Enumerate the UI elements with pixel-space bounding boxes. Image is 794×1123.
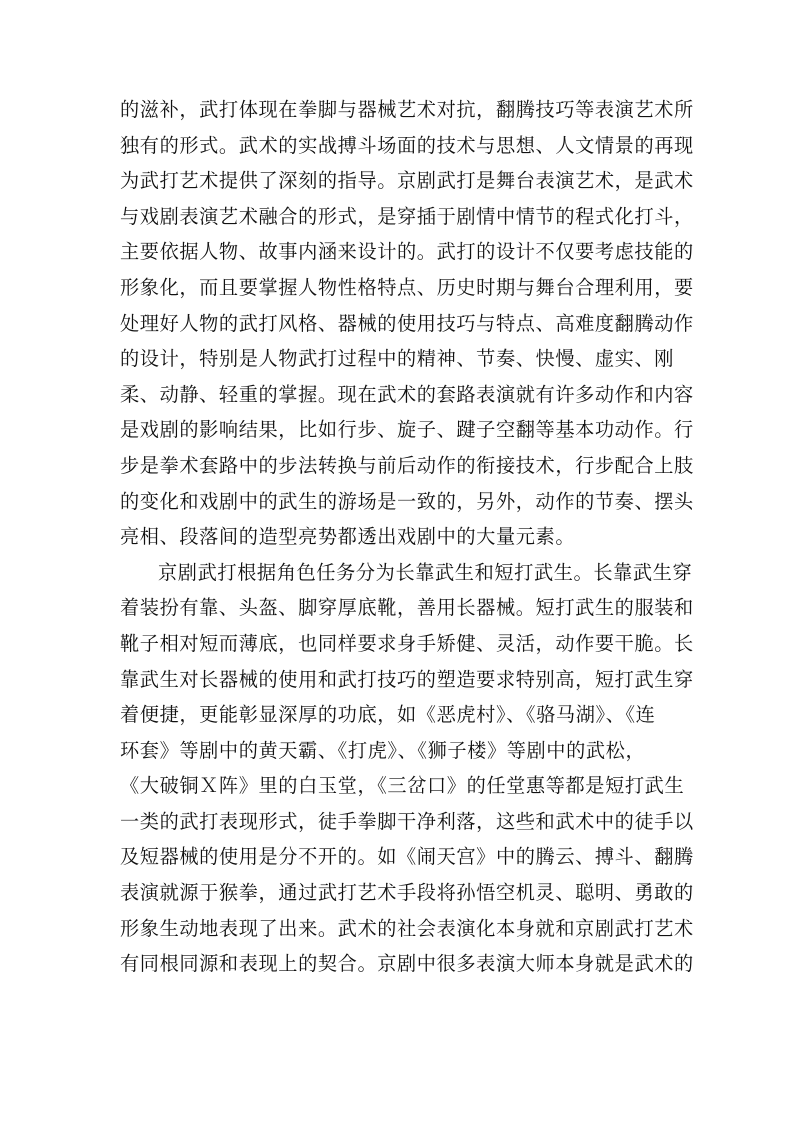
paragraph-start-line: 京剧武打根据角色任务分为长靠武生和短打武生。长靠武生穿 xyxy=(158,560,693,584)
text-line: 形象生动地表现了出来。武术的社会表演化本身就和京剧武打艺术 xyxy=(120,916,694,940)
text-line: 环套》等剧中的黄天霸、《打虎》、《狮子楼》等剧中的武松， xyxy=(120,738,646,762)
body-text xyxy=(120,92,694,982)
text-line: 为武打艺术提供了深刻的指导。京剧武打是舞台表演艺术，是武术 xyxy=(120,169,694,193)
text-line: 是戏剧的影响结果，比如行步、旋子、踺子空翻等基本功动作。行 xyxy=(120,418,694,442)
text-line: 有同根同源和表现上的契合。京剧中很多表演大师本身就是武术的 xyxy=(120,952,694,976)
text-line: 着装扮有靠、头盔、脚穿厚底靴，善用长器械。短打武生的服装和 xyxy=(120,596,694,620)
text-line: 靴子相对短而薄底，也同样要求身手矫健、灵活，动作要干脆。长 xyxy=(120,631,694,655)
text-line: 与戏剧表演艺术融合的形式，是穿插于剧情中情节的程式化打斗， xyxy=(120,204,694,228)
text-line: 步是拳术套路中的步法转换与前后动作的衔接技术，行步配合上肢 xyxy=(120,453,694,477)
text-line: 的滋补，武打体现在拳脚与器械艺术对抗，翻腾技巧等表演艺术所 xyxy=(120,98,694,121)
text-line: 着便捷，更能彰显深厚的功底，如《恶虎村》、《骆马湖》、《连 xyxy=(120,703,656,727)
text-line: 《大破铜Ｘ阵》里的白玉堂，《三岔口》的任堂惠等都是短打武生 xyxy=(120,774,685,798)
text-line: 柔、动静、轻重的掌握。现在武术的套路表演就有许多动作和内容 xyxy=(120,382,694,406)
text-line: 靠武生对长器械的使用和武打技巧的塑造要求特别高，短打武生穿 xyxy=(120,667,694,691)
text-line: 亮相、段落间的造型亮势都透出戏剧中的大量元素。 xyxy=(120,525,576,549)
text-line: 及短器械的使用是分不开的。如《闹天宫》中的腾云、搏斗、翻腾 xyxy=(120,845,694,869)
text-line: 的设计，特别是人物武打过程中的精神、节奏、快慢、虚实、刚 xyxy=(120,347,675,371)
text-line: 处理好人物的武打风格、器械的使用技巧与特点、高难度翻腾动作 xyxy=(120,311,694,335)
text-line: 一类的武打表现形式，徒手拳脚干净利落，这些和武术中的徒手以 xyxy=(120,809,694,833)
text-line: 形象化，而且要掌握人物性格特点、历史时期与舞台合理利用，要 xyxy=(120,275,694,299)
text-line: 表演就源于猴拳，通过武打艺术手段将孙悟空机灵、聪明、勇敢的 xyxy=(120,881,694,905)
text-line: 独有的形式。武术的实战搏斗场面的技术与思想、人文情景的再现 xyxy=(120,133,694,157)
text-line: 的变化和戏剧中的武生的游场是一致的，另外，动作的节奏、摆头 xyxy=(120,489,694,513)
text-line: 主要依据人物、故事内涵来设计的。武打的设计不仅要考虑技能的 xyxy=(120,240,694,264)
